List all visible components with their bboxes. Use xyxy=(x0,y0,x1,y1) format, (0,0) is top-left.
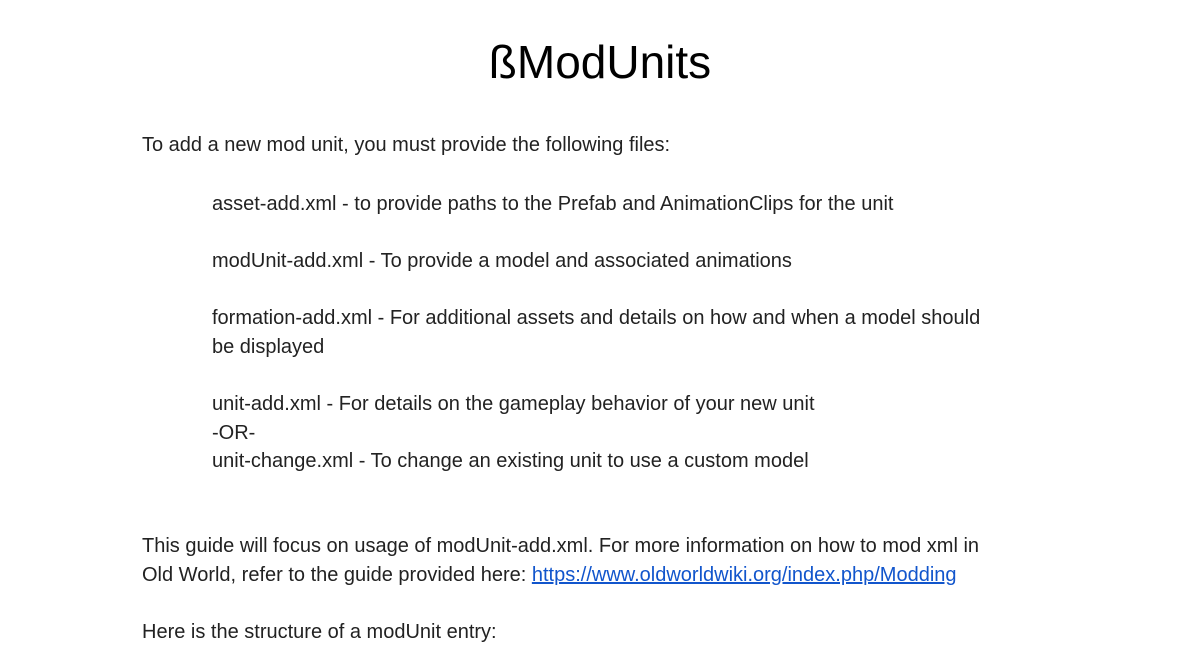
unit-add-description: unit-add.xml - For details on the gameplay behavior of your new unit xyxy=(212,393,815,415)
asset-add-description: asset-add.xml - to provide paths to the Prefab and AnimationClips for the unit xyxy=(212,193,894,215)
unit-change-description: unit-change.xml - To change an existing unit to use a custom model xyxy=(212,450,809,472)
structure-intro-text: Here is the structure of a modUnit entry: xyxy=(142,621,497,643)
modding-wiki-link[interactable]: https://www.oldworldwiki.org/index.php/Modding xyxy=(531,564,957,586)
modunit-add-description: modUnit-add.xml - To provide a model and associated animations xyxy=(212,250,792,272)
guide-text-line2-prefix: Old World, refer to the guide provided here: xyxy=(142,564,532,586)
guide-text-line1: This guide will focus on usage of modUnit-add.xml. For more information on how to mod xml in xyxy=(142,535,980,557)
formation-add-description-line2: be displayed xyxy=(212,336,325,358)
guide-text-line2 xyxy=(142,561,957,590)
or-separator: -OR- xyxy=(212,422,256,444)
page-title: ßModUnits xyxy=(488,36,712,88)
intro-text: To add a new mod unit, you must provide the following files: xyxy=(142,134,671,156)
formation-add-description-line1: formation-add.xml - For additional assets and details on how and when a model should xyxy=(212,307,981,329)
